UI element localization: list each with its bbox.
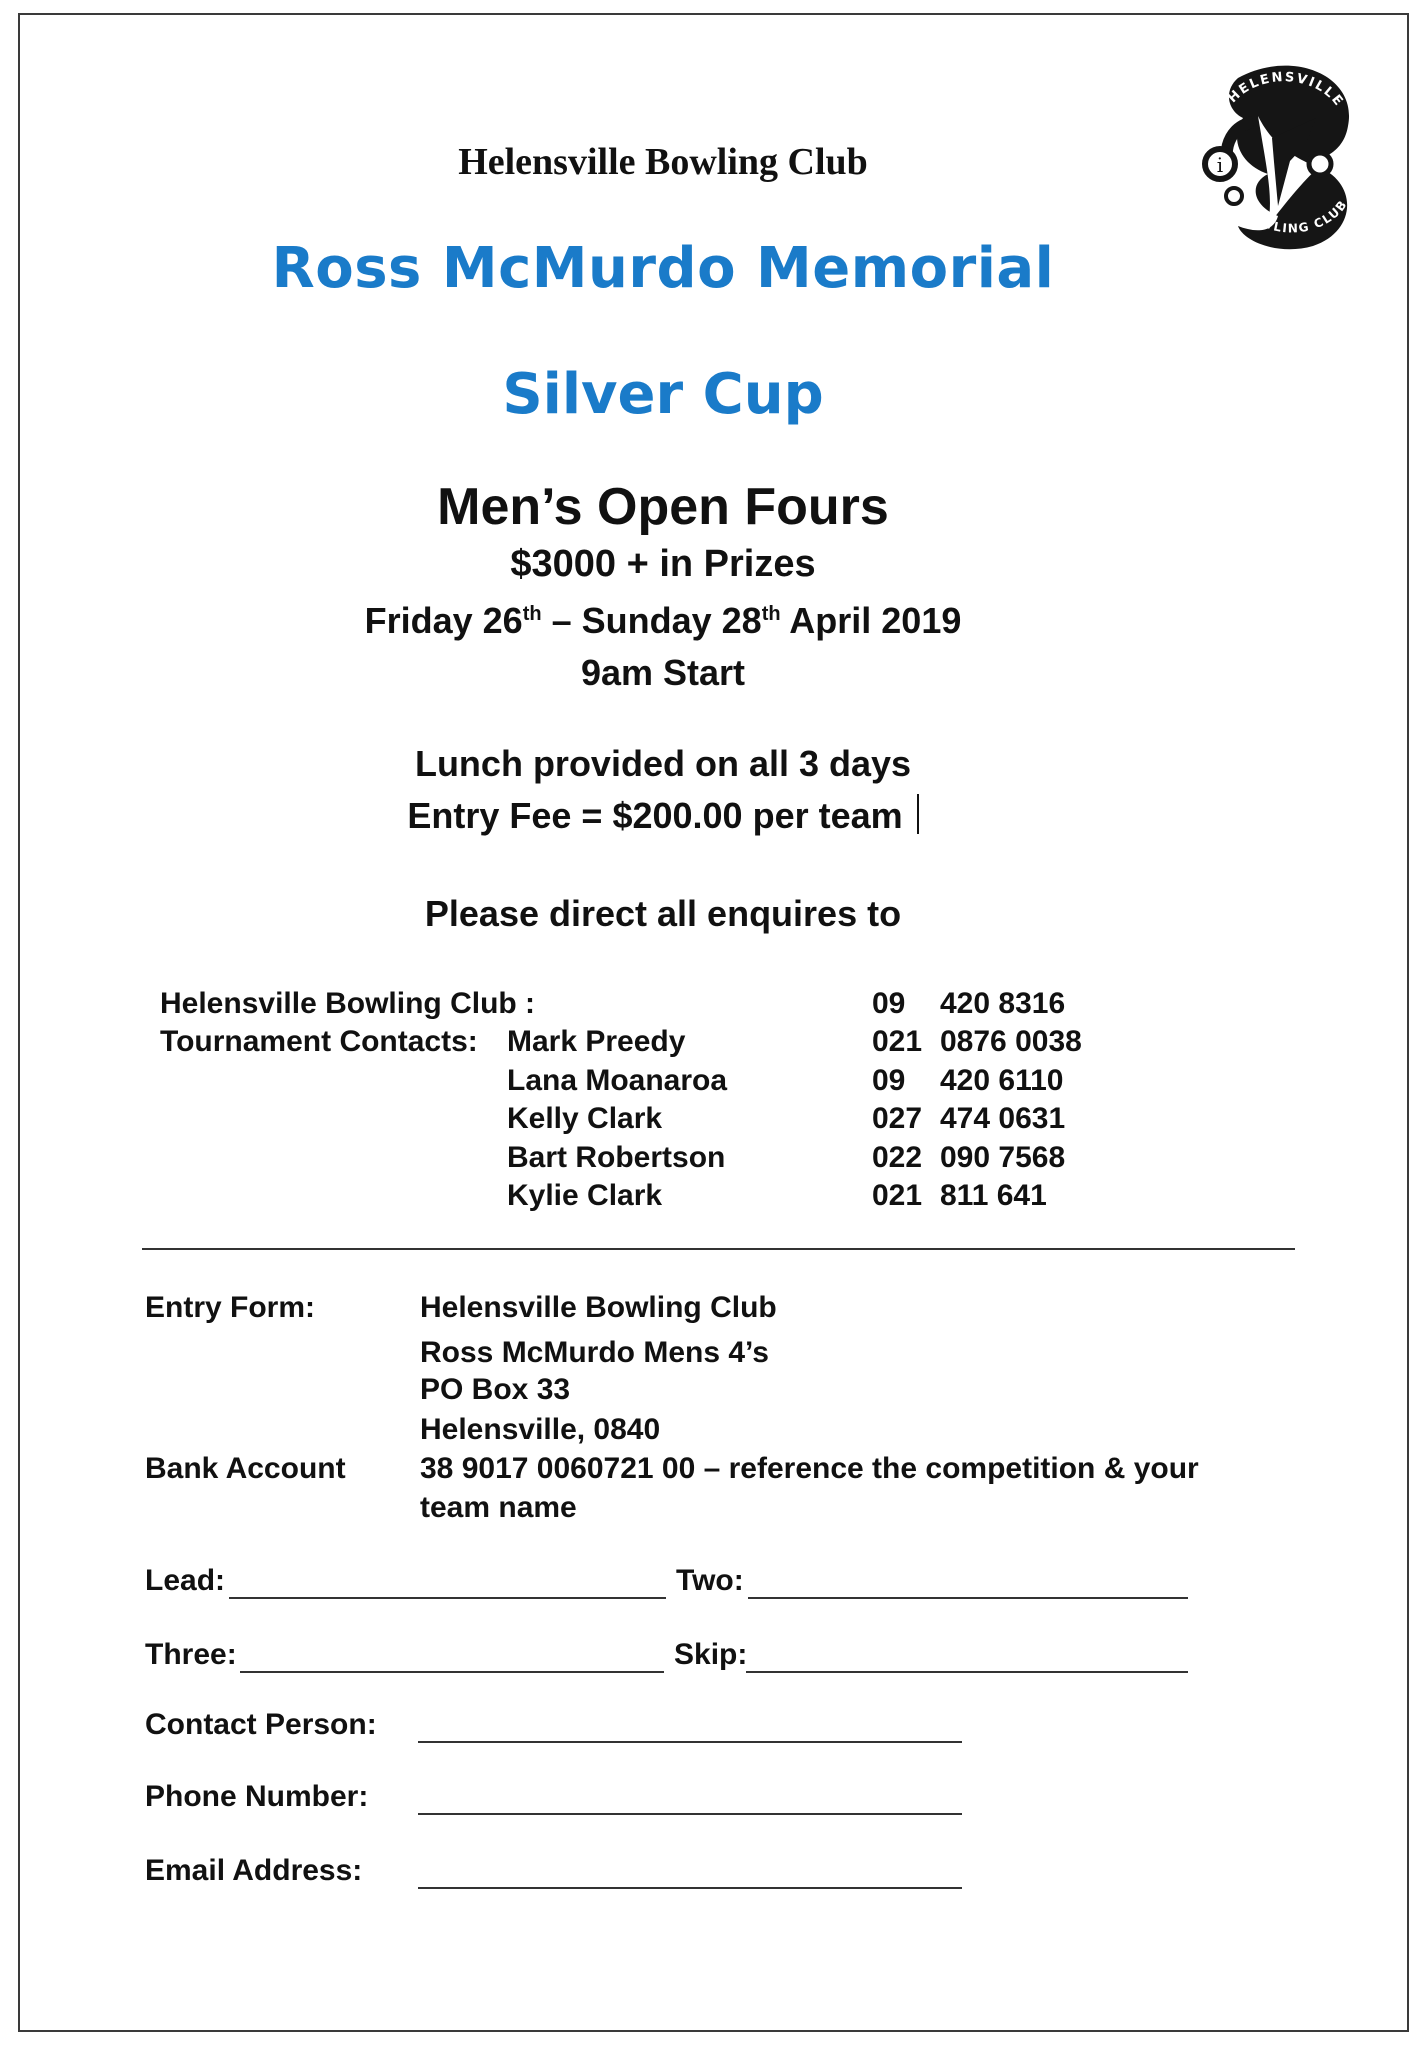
contact-name: Kylie Clark (507, 1179, 663, 1212)
email-address-label: Email Address: (145, 1854, 363, 1887)
logo-ring-text-bottom: BOWLING CLUB (1239, 197, 1351, 236)
three-field-label: Three: (145, 1638, 237, 1671)
start-time: 9am Start (580, 652, 746, 693)
skip-fill-line[interactable] (746, 1671, 1188, 1673)
lead-field-label: Lead: (145, 1564, 226, 1597)
club-name-heading: Helensville Bowling Club (458, 141, 868, 183)
contact-name: Lana Moanaroa (507, 1064, 728, 1097)
event-dates: Friday 26th – Sunday 28th April 2019 (364, 600, 962, 641)
two-field-label: Two: (676, 1564, 744, 1597)
section-divider (142, 1248, 1295, 1250)
address-line: Helensville Bowling Club (420, 1291, 777, 1324)
entry-form-label: Entry Form: (145, 1291, 316, 1324)
bank-account-details: 38 9017 0060721 00 – reference the competition & your (420, 1452, 1199, 1485)
competition-name: Men’s Open Fours (437, 478, 889, 536)
bank-account-details-cont: team name (420, 1491, 577, 1524)
entry-fee: Entry Fee = $200.00 per team (0, 794, 1326, 837)
contact-phone-number: 0876 0038 (940, 1025, 1082, 1058)
three-fill-line[interactable] (240, 1671, 664, 1673)
contact-phone-code: 021 (872, 1179, 923, 1212)
address-line: PO Box 33 (420, 1373, 571, 1406)
contact-name: Mark Preedy (507, 1025, 686, 1058)
tournament-contacts-label: Tournament Contacts: (160, 1025, 478, 1058)
club-phone-code: 09 (872, 987, 906, 1020)
contact-person-label: Contact Person: (145, 1708, 377, 1741)
svg-text:i: i (1216, 153, 1224, 177)
contact-phone-number: 474 0631 (940, 1102, 1066, 1135)
lead-fill-line[interactable] (229, 1597, 666, 1599)
phone-number-fill-line[interactable] (418, 1813, 962, 1815)
phone-number-label: Phone Number: (145, 1780, 369, 1813)
contact-person-fill-line[interactable] (418, 1741, 962, 1743)
contact-phone-number: 811 641 (940, 1179, 1047, 1212)
contact-phone-code: 021 (872, 1025, 923, 1058)
contact-phone-number: 420 6110 (940, 1064, 1064, 1097)
club-contact-label: Helensville Bowling Club : (160, 987, 536, 1020)
enquiries-heading: Please direct all enquires to (424, 893, 902, 934)
event-title: Ross McMurdo Memorial (271, 236, 1055, 301)
contact-phone-code: 027 (872, 1102, 923, 1135)
contact-name: Kelly Clark (507, 1102, 663, 1135)
logo-ring-text-top: HELENSVILLE (1225, 69, 1347, 111)
two-fill-line[interactable] (748, 1597, 1188, 1599)
bank-account-label: Bank Account (145, 1452, 346, 1485)
email-address-fill-line[interactable] (418, 1887, 962, 1889)
contact-phone-code: 022 (872, 1141, 923, 1174)
address-line: Helensville, 0840 (420, 1413, 661, 1446)
contact-phone-number: 090 7568 (940, 1141, 1066, 1174)
contact-phone-code: 09 (872, 1064, 906, 1097)
event-subtitle: Silver Cup (502, 362, 824, 427)
prizes-text: $3000 + in Prizes (510, 543, 816, 585)
lunch-info: Lunch provided on all 3 days (414, 743, 912, 784)
text-cursor (917, 794, 919, 834)
contact-name: Bart Robertson (507, 1141, 726, 1174)
club-phone-number: 420 8316 (940, 987, 1066, 1020)
skip-field-label: Skip: (674, 1638, 748, 1671)
address-line: Ross McMurdo Mens 4’s (420, 1336, 769, 1369)
